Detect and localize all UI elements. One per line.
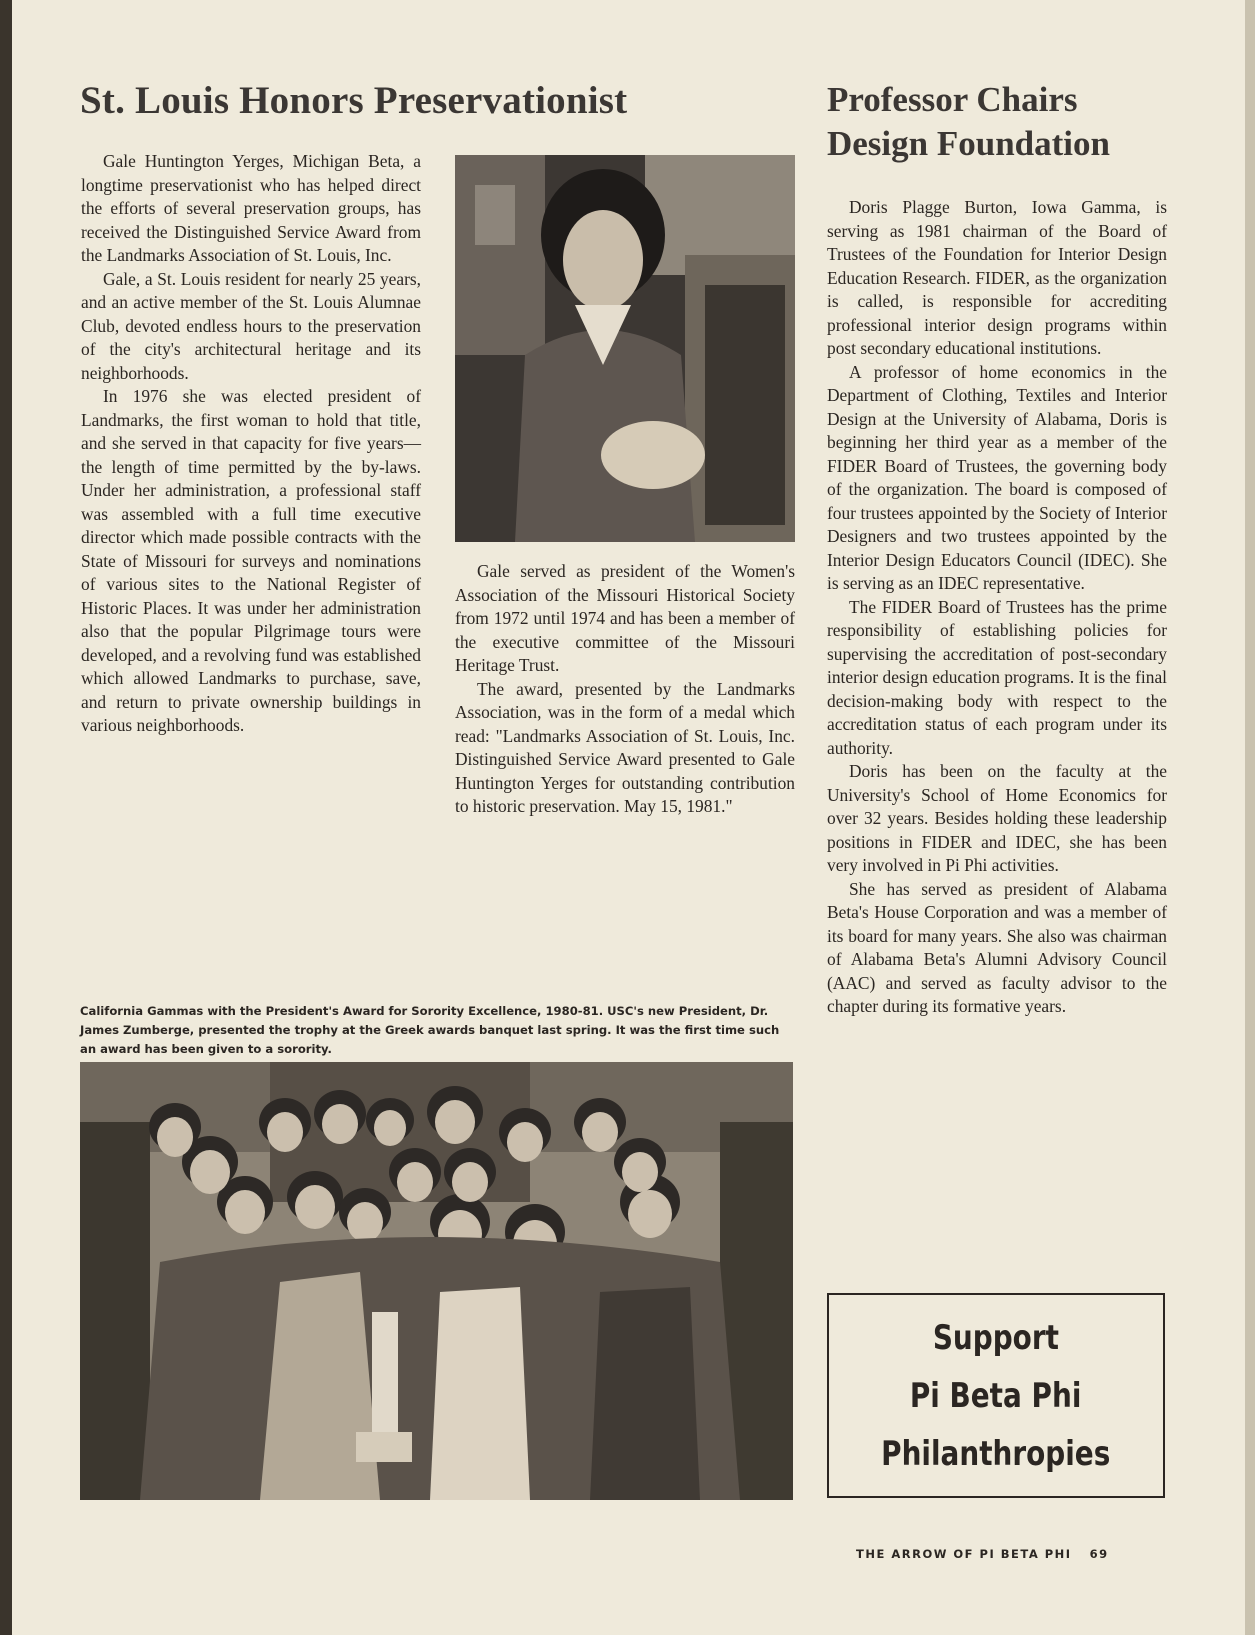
support-box-line: Support (932, 1317, 1060, 1358)
group-photo-caption: California Gammas with the President's Award for Sorority Excellence, 1980-81. USC's new President, Dr. James Zumberge, presented the trophy at the Greek awards banquet last spring. It was the first time such an award has been given to a sorority. (80, 1004, 780, 1056)
group-photo (80, 1062, 793, 1500)
left-article-headline: St. Louis Honors Preservationist (80, 79, 628, 122)
left-article-column-1 (81, 150, 421, 738)
page-edge (0, 0, 12, 1635)
left-article-column-2 (455, 560, 795, 819)
support-box-line: Philanthropies (881, 1433, 1111, 1474)
page-number: 69 (1089, 1547, 1109, 1561)
article-paragraph: A professor of home economics in the Department of Clothing, Textiles and Interior Design at the University of Alabama, Doris is beginning her third year as a member of the FIDER Board of Trustees, the governing body of the organization. The board is composed of four trustees appointed by the Society of Interior Designers and two trustees appointed by the Interior Design Educators Council (IDEC). She is serving as an IDEC representative. (827, 361, 1167, 593)
publication-name: THE ARROW OF PI BETA PHI (856, 1547, 1072, 1561)
article-paragraph: The award, presented by the Landmarks Association, was in the form of a medal which read: "Landmarks Association of St. Louis, Inc. Distinguished Service Award presented to Gale Huntington Yerges for outstanding contribution to historic preservation. May 15, 1981." (455, 678, 795, 816)
article-paragraph: Doris Plagge Burton, Iowa Gamma, is serving as 1981 chairman of the Board of Trustees of the Foundation for Interior Design Education Research. FIDER, as the organization is called, is responsible for accrediting professional interior design programs within post secondary educational institutions. (827, 197, 1167, 358)
article-paragraph: Gale Huntington Yerges, Michigan Beta, a longtime preservationist who has helped direct the efforts of several preservation groups, has received the Distinguished Service Award from the Landmarks Association of St. Louis, Inc. (81, 151, 421, 265)
right-article-column (827, 196, 1167, 1019)
article-paragraph: She has served as president of Alabama Beta's House Corporation and was a member of its board for many years. She also was chairman of Alabama Beta's Alumni Advisory Council (AAC) and served as faculty advisor to the chapter during its formative years. (827, 878, 1167, 1016)
page-edge (1245, 0, 1255, 1635)
group-photo-image (80, 1062, 793, 1500)
portrait-photo-image (455, 155, 795, 542)
support-box-line: Pi Beta Phi (910, 1375, 1082, 1416)
page-footer (856, 1547, 1109, 1561)
article-paragraph: Gale served as president of the Women's Association of the Missouri Historical Society from 1972 until 1974 and has been a member of the executive committee of the Missouri Heritage Trust. (455, 561, 795, 675)
article-paragraph: Doris has been on the faculty at the University's School of Home Economics for over 32 years. Besides holding these leadership positions in FIDER and IDEC, she has been very involved in Pi Phi activities. (827, 761, 1167, 875)
article-paragraph: In 1976 she was elected president of Landmarks, the first woman to hold that title, and she served in that capacity for five years—the length of time permitted by the by-laws. Under her administration, a professional staff was assembled with a full time executive director which made possible contracts with the State of Missouri for surveys and nominations of various sites to the National Register of Historic Places. It was under her administration also that the popular Pilgrimage tours were developed, and a revolving fund was established which allowed Landmarks to purchase, save, and return to private ownership buildings in various neighborhoods. (81, 386, 421, 735)
right-article-headline: Professor Chairs Design Foundation (827, 80, 1110, 163)
article-paragraph: Gale, a St. Louis resident for nearly 25 years, and an active member of the St. Louis Alumnae Club, devoted endless hours to the preservation of the city's architectural heritage and its neighborhoods. (81, 268, 421, 383)
portrait-photo (455, 155, 795, 542)
article-paragraph: The FIDER Board of Trustees has the prime responsibility of establishing policies for supervising the accreditation of post-secondary interior design education programs. It is the final decision-making body with respect to the accreditation status of each program under its authority. (827, 596, 1167, 758)
support-philanthropies-box (827, 1293, 1165, 1498)
